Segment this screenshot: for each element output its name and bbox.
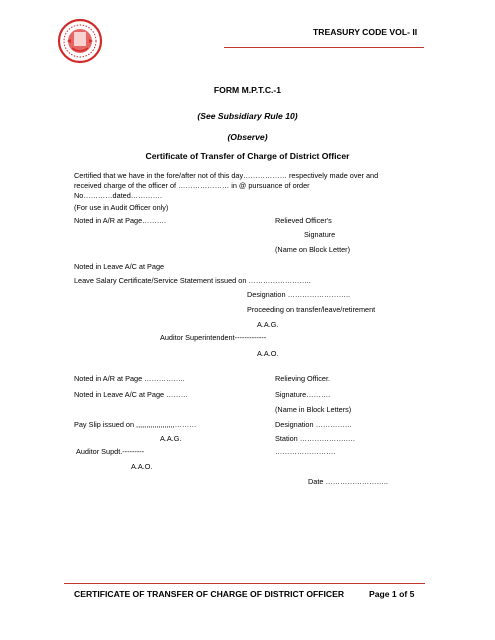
audit-officer-note: (For use in Audit Officer only) bbox=[74, 203, 169, 212]
noted-ar-page-2: Noted in A/R at Page …………….. bbox=[74, 374, 185, 383]
certificate-line-3: No…………dated…………. bbox=[74, 191, 162, 200]
station-line: Station ……………….…. bbox=[275, 434, 355, 443]
aao-label: A.A.O. bbox=[257, 349, 279, 358]
proceeding-transfer: Proceeding on transfer/leave/retirement bbox=[247, 305, 376, 314]
form-observe: (Observe) bbox=[227, 132, 268, 142]
footer-title: CERTIFICATE OF TRANSFER OF CHARGE OF DISTRICT OFFICER bbox=[74, 589, 345, 599]
signature-label: Signature bbox=[304, 230, 336, 239]
noted-leave-ac: Noted in Leave A/C at Page bbox=[74, 262, 165, 271]
relieving-officer-label: Relieving Officer. bbox=[275, 374, 331, 383]
noted-ar-page: Noted in A/R at Page………. bbox=[74, 216, 167, 225]
auditor-supdt: Auditor Supdt.--------- bbox=[76, 447, 145, 456]
aao-label-2: A.A.O. bbox=[131, 462, 153, 471]
certificate-line-1: Certified that we have in the fore/after not of this day……………… respectively made over and bbox=[74, 171, 379, 180]
name-block-letters: (Name in Block Letters) bbox=[275, 405, 352, 414]
noted-leave-ac-2: Noted in Leave A/C at Page ……… bbox=[74, 390, 188, 399]
form-number: FORM M.P.T.C.-1 bbox=[213, 85, 282, 95]
station-dots: ……………………. bbox=[275, 447, 336, 456]
footer-rule bbox=[64, 583, 425, 584]
footer-page-number: Page 1 of 5 bbox=[369, 589, 415, 599]
signature-line-2: Signature………. bbox=[275, 390, 331, 399]
form-title: Certificate of Transfer of Charge of District Officer bbox=[145, 151, 350, 161]
relieved-officer-label: Relieved Officer's bbox=[275, 216, 332, 225]
pay-slip-issued: Pay Slip issued on ,,,,,,,,,,,,,,,,,,,……… bbox=[74, 420, 197, 429]
designation-line: Designation …………………….. bbox=[247, 290, 350, 299]
header-rule bbox=[224, 47, 424, 48]
certificate-line-2: received charge of the officer of ………………… in @ pursuance of order bbox=[74, 181, 310, 190]
date-line: Date …………………….. bbox=[308, 477, 388, 486]
government-seal-icon bbox=[57, 18, 103, 64]
designation-line-2: Designation …………… bbox=[275, 420, 353, 429]
aag-label: A.A.G. bbox=[257, 320, 279, 329]
treasury-code-header: TREASURY CODE VOL- II bbox=[313, 27, 418, 37]
leave-salary-certificate: Leave Salary Certificate/Service Statement issued on …………………….. bbox=[74, 276, 311, 285]
name-block-letter: (Name on Block Letter) bbox=[275, 245, 351, 254]
aag-label-2: A.A.G. bbox=[160, 434, 182, 443]
auditor-superintendent: Auditor Superintendent------------- bbox=[160, 333, 267, 342]
form-rule-reference: (See Subsidiary Rule 10) bbox=[197, 111, 298, 121]
